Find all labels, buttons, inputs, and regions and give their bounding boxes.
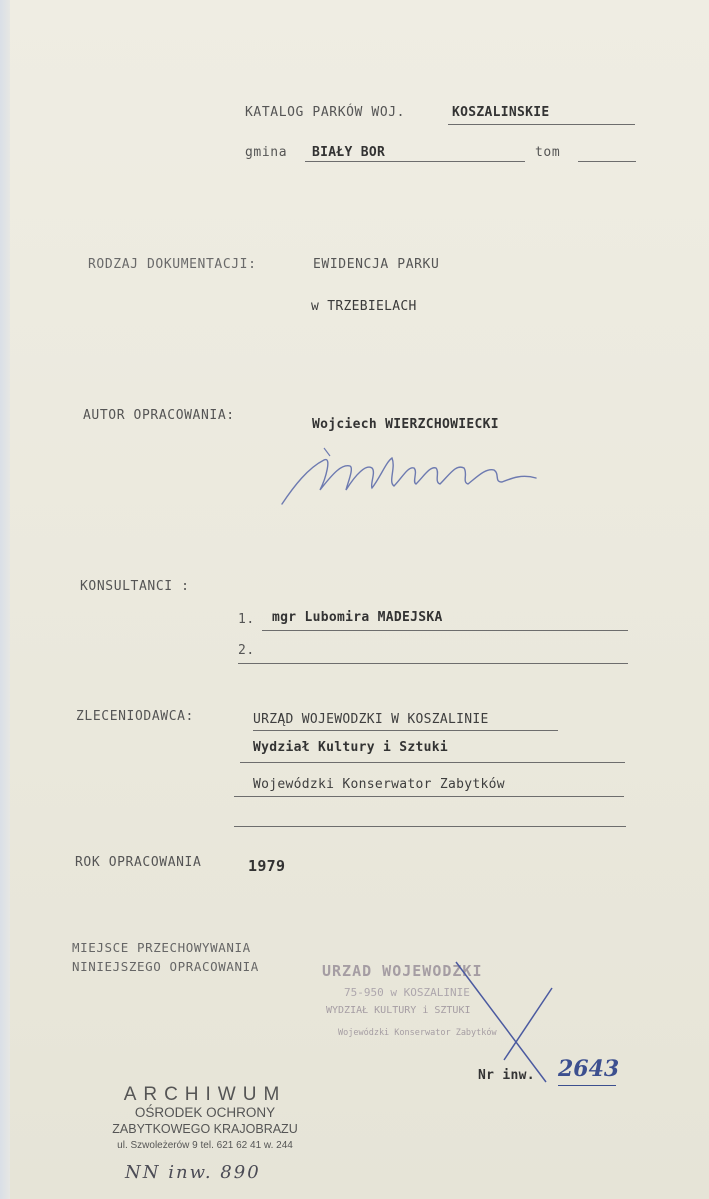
documentation-type-label: RODZAJ DOKUMENTACJI: xyxy=(88,257,257,272)
author-signature xyxy=(280,438,542,510)
client-line1: URZĄD WOJEWODZKI W KOSZALINIE xyxy=(253,712,489,727)
consultant-1-name: mgr Lubomira MADEJSKA xyxy=(272,610,443,625)
commune-underline xyxy=(305,161,525,162)
year-value: 1979 xyxy=(248,857,286,875)
stamp-line3: WYDZIAŁ KULTURY i SZTUKI xyxy=(326,1005,471,1016)
paper-edge xyxy=(0,0,10,1199)
stamp-line2: 75-950 w KOSZALINIE xyxy=(344,986,470,999)
storage-label-line2: NINIEJSZEGO OPRACOWANIA xyxy=(72,959,259,974)
consultant-2-number: 2. xyxy=(238,643,255,658)
storage-label-line1: MIEJSCE PRZECHOWYWANIA xyxy=(72,940,251,955)
stamp-line4: Wojewódzki Konserwator Zabytków xyxy=(338,1028,497,1038)
voivodeship-value: KOSZALINSKIE xyxy=(452,105,550,120)
documentation-type-line2: w TRZEBIELACH xyxy=(311,299,417,314)
year-label: ROK OPRACOWANIA xyxy=(75,855,202,870)
archive-title: ARCHIWUM xyxy=(123,1084,287,1105)
consultant-1-number: 1. xyxy=(238,612,255,627)
volume-label: tom xyxy=(535,145,561,160)
voivodeship-underline xyxy=(448,124,635,125)
consultant-1-underline xyxy=(262,630,628,631)
archive-line2: ZABYTKOWEGO KRAJOBRAZU xyxy=(112,1122,298,1136)
catalog-label: KATALOG PARKÓW WOJ. xyxy=(245,105,406,120)
client-line3: Wojewódzki Konserwator Zabytków xyxy=(253,777,505,792)
archive-line1: OŚRODEK OCHRONY xyxy=(134,1105,276,1120)
client-line3-underline xyxy=(234,796,624,797)
consultant-2-underline xyxy=(238,663,628,664)
client-line2: Wydział Kultury i Sztuki xyxy=(253,740,449,755)
stamp-line1: URZAD WOJEWODZKI xyxy=(322,962,483,980)
client-line2-underline xyxy=(240,762,625,763)
client-line4-underline xyxy=(234,826,626,827)
client-line1-underline xyxy=(253,730,558,731)
documentation-type-line1: EWIDENCJA PARKU xyxy=(313,257,440,272)
author-label: AUTOR OPRACOWANIA: xyxy=(83,408,235,423)
commune-label: gmina xyxy=(245,145,288,160)
commune-value: BIAŁY BOR xyxy=(312,145,386,160)
archive-line3: ul. Szwoleżerów 9 tel. 621 62 41 w. 244 xyxy=(117,1140,293,1151)
author-name: Wojciech WIERZCHOWIECKI xyxy=(312,417,499,432)
inventory-label: Nr inw. xyxy=(478,1068,535,1083)
consultants-label: KONSULTANCI : xyxy=(80,579,190,594)
inventory-underline xyxy=(558,1085,616,1086)
inventory-number: 2643 xyxy=(558,1056,620,1082)
volume-underline xyxy=(578,161,636,162)
handwritten-note: NN inw. 890 xyxy=(125,1162,261,1183)
client-label: ZLECENIODAWCA: xyxy=(76,709,194,724)
